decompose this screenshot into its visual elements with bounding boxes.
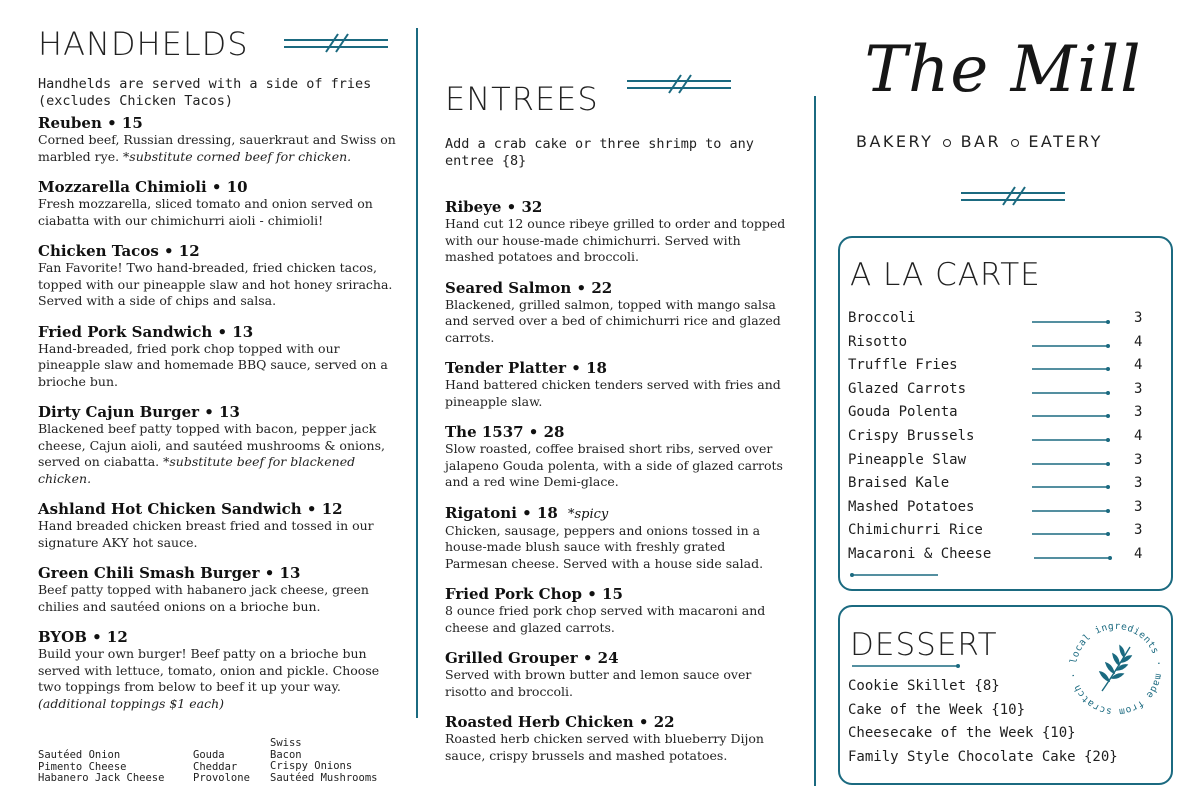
a-la-carte-item bbox=[848, 522, 1148, 545]
item-description: Corned beef, Russian dressing, sauerkraut and Swiss on marbled rye. *substitute corned beef for chicken. bbox=[38, 132, 396, 164]
tagline-bakery: BAKERY bbox=[856, 132, 934, 151]
leader-line-icon bbox=[1034, 553, 1116, 563]
menu-item bbox=[445, 650, 790, 700]
item-description: Fresh mozzarella, sliced tomato and onion served on ciabatta with our chimichurri aioli - chimioli! bbox=[38, 196, 373, 228]
item-price: 4 bbox=[1134, 428, 1143, 444]
item-description: Hand breaded chicken breast fried and tossed in our signature AKY hot sauce. bbox=[38, 518, 374, 550]
item-name: Chimichurri Rice bbox=[848, 522, 983, 539]
item-title: Fried Pork Sandwich • 13 bbox=[38, 322, 254, 341]
item-price: 4 bbox=[1134, 357, 1143, 374]
dessert-panel bbox=[838, 605, 1173, 785]
item-description: Chicken, sausage, peppers and onions tossed in a house-made blush sauce with freshly grated Parmesan cheese. Served with a house side salad. bbox=[445, 522, 764, 571]
svg-text:local ingredients · made from: local ingredients · made from scratch · bbox=[1068, 620, 1165, 718]
menu-item bbox=[445, 199, 790, 266]
a-la-carte-list bbox=[848, 310, 1158, 570]
item-name: Glazed Carrots bbox=[848, 380, 967, 397]
entrees-list bbox=[445, 199, 790, 778]
item-description: Hand cut 12 ounce ribeye grilled to order and topped with our house-made chimichurri. Served with mashed potatoes and broccoli. bbox=[445, 216, 786, 264]
circle-bullet-icon bbox=[943, 139, 951, 147]
toppings-column-3 bbox=[270, 738, 377, 784]
item-description: Build your own burger! Beef patty on a brioche bun served with lettuce, tomato, onion and pickle. Choose two toppings from below to beef it up your way. (additional toppings $1 each) bbox=[38, 646, 380, 711]
item-note: (additional toppings $1 each) bbox=[38, 695, 224, 711]
item-name: Broccoli bbox=[848, 310, 916, 326]
circle-bullet-icon bbox=[1011, 139, 1019, 147]
leader-line-icon bbox=[1032, 529, 1114, 539]
menu-item bbox=[38, 629, 398, 712]
topping-option: Sautéed Onion bbox=[38, 749, 121, 761]
item-description: Hand battered chicken tenders served with fries and pineapple slaw. bbox=[445, 377, 781, 409]
item-note: *substitute beef for blackened chicken. bbox=[38, 454, 356, 486]
menu-item bbox=[445, 714, 790, 764]
item-title: Tender Platter • 18 bbox=[445, 359, 607, 377]
a-la-carte-item bbox=[848, 334, 1148, 357]
dessert-item: Cookie Skillet {8} bbox=[848, 678, 1000, 694]
item-description: Blackened, grilled salmon, topped with mango salsa and served over a bed of chimichurri rice and glazed carrots. bbox=[445, 296, 781, 345]
topping-option: Cheddar bbox=[193, 760, 238, 773]
column-divider-left bbox=[416, 28, 418, 718]
menu-item bbox=[445, 586, 790, 636]
item-name: Crispy Brussels bbox=[848, 428, 975, 444]
item-description: Hand-breaded, fried pork chop topped with our pineapple slaw and homemade BBQ sauce, served on a brioche bun. bbox=[38, 340, 388, 389]
entrees-intro: Add a crab cake or three shrimp to any entree {8} bbox=[445, 136, 754, 169]
a-la-carte-item bbox=[848, 357, 1148, 380]
a-la-carte-item bbox=[848, 404, 1148, 427]
a-la-carte-item bbox=[848, 499, 1148, 522]
toppings-grid bbox=[38, 737, 408, 787]
item-name: Braised Kale bbox=[848, 475, 950, 492]
brand-name: The Mill bbox=[864, 33, 1142, 107]
topping-option: Crispy Onions bbox=[270, 760, 353, 772]
a-la-carte-item bbox=[848, 310, 1148, 333]
item-title: Ribeye • 32 bbox=[445, 198, 543, 216]
item-price: 3 bbox=[1134, 475, 1143, 492]
tagline-eatery: EATERY bbox=[1028, 132, 1103, 151]
item-title: Dirty Cajun Burger • 13 bbox=[38, 403, 240, 421]
item-description: Beef patty topped with habanero jack cheese, green chilies and sautéed onions on a brioche bun. bbox=[38, 582, 369, 614]
item-price: 3 bbox=[1134, 451, 1143, 468]
local-ingredients-stamp-icon bbox=[1062, 615, 1170, 723]
menu-item bbox=[38, 115, 398, 165]
item-name: Pineapple Slaw bbox=[848, 451, 967, 468]
a-la-carte-item bbox=[848, 381, 1148, 404]
toppings-column-2 bbox=[193, 750, 250, 785]
item-price: 4 bbox=[1134, 546, 1143, 562]
menu-item bbox=[38, 565, 398, 615]
rosemary-sprig-icon bbox=[1100, 646, 1131, 691]
topping-option: Gouda bbox=[193, 749, 225, 761]
dessert-item: Family Style Chocolate Cake {20} bbox=[848, 748, 1118, 765]
leader-line-icon bbox=[1032, 317, 1114, 327]
line-ornament-icon bbox=[848, 570, 943, 580]
menu-item bbox=[38, 179, 398, 229]
topping-option: Habanero Jack Cheese bbox=[38, 772, 165, 784]
topping-option: Swiss bbox=[270, 737, 302, 749]
item-price: 3 bbox=[1134, 310, 1143, 326]
item-title: BYOB • 12 bbox=[38, 628, 128, 646]
line-ornament-icon bbox=[848, 661, 963, 671]
divider-ornament-icon bbox=[282, 32, 390, 54]
menu-item bbox=[38, 243, 398, 310]
item-description: Fan Favorite! Two hand-breaded, fried chicken tacos, topped with our pineapple slaw and hot honey sriracha. Served with a side of chips and salsa. bbox=[38, 260, 393, 308]
handhelds-intro: Handhelds are served with a side of fries (excludes Chicken Tacos) bbox=[38, 76, 372, 109]
item-title: Rigatoni • 18 *spicy bbox=[445, 503, 609, 522]
spicy-note: *spicy bbox=[563, 506, 609, 522]
dessert-item: Cake of the Week {10} bbox=[848, 701, 1026, 718]
a-la-carte-item bbox=[848, 546, 1148, 569]
item-price: 3 bbox=[1134, 380, 1143, 397]
item-title: Chicken Tacos • 12 bbox=[38, 242, 200, 260]
a-la-carte-item bbox=[848, 475, 1148, 498]
item-name: Mashed Potatoes bbox=[848, 498, 975, 515]
column-divider-right bbox=[814, 96, 816, 786]
a-la-carte-panel bbox=[838, 236, 1173, 591]
item-title: The 1537 • 28 bbox=[445, 423, 565, 441]
menu-item bbox=[445, 424, 790, 491]
leader-line-icon bbox=[1032, 364, 1114, 374]
item-title: Mozzarella Chimioli • 10 bbox=[38, 178, 248, 196]
leader-line-icon bbox=[1032, 341, 1114, 351]
topping-option: Bacon bbox=[270, 748, 302, 761]
menu-item bbox=[38, 324, 398, 391]
leader-line-icon bbox=[1032, 411, 1114, 421]
tagline-bar: BAR bbox=[960, 132, 1002, 151]
a-la-carte-title: A LA CARTE bbox=[850, 257, 1041, 293]
topping-option: Pimento Cheese bbox=[38, 760, 127, 773]
handhelds-title: HANDHELDS bbox=[38, 25, 249, 63]
leader-line-icon bbox=[1032, 459, 1114, 469]
menu-item bbox=[445, 505, 790, 573]
item-name: Gouda Polenta bbox=[848, 404, 958, 421]
leader-line-icon bbox=[1032, 482, 1114, 492]
menu-item bbox=[38, 501, 398, 551]
toppings-column-1 bbox=[38, 750, 164, 785]
menu-item bbox=[38, 404, 398, 487]
item-title: Reuben • 15 bbox=[38, 114, 143, 132]
menu-item bbox=[445, 280, 790, 347]
menu-item bbox=[445, 360, 790, 410]
item-description: Served with brown butter and lemon sauce over risotto and broccoli. bbox=[445, 667, 752, 699]
a-la-carte-item bbox=[848, 428, 1148, 451]
topping-option: Provolone bbox=[193, 772, 250, 784]
item-price: 3 bbox=[1134, 404, 1143, 421]
item-title: Roasted Herb Chicken • 22 bbox=[445, 713, 675, 731]
leader-line-icon bbox=[1032, 388, 1114, 398]
item-note: *substitute corned beef for chicken. bbox=[123, 148, 352, 164]
item-name: Macaroni & Cheese bbox=[848, 546, 992, 562]
item-name: Truffle Fries bbox=[848, 357, 958, 374]
leader-line-icon bbox=[1032, 506, 1114, 516]
a-la-carte-item bbox=[848, 452, 1148, 475]
item-description: Roasted herb chicken served with blueberry Dijon sauce, crispy brussels and mashed potatoes. bbox=[445, 731, 764, 763]
item-description: Blackened beef patty topped with bacon, pepper jack cheese, Cajun aioli, and sautéed mushrooms & onions, served on ciabatta. *substitute beef for blackened chicken. bbox=[38, 421, 385, 486]
item-title: Green Chili Smash Burger • 13 bbox=[38, 564, 301, 582]
dessert-title: DESSERT bbox=[850, 627, 998, 663]
item-title: Ashland Hot Chicken Sandwich • 12 bbox=[38, 500, 343, 518]
item-description: Slow roasted, coffee braised short ribs, served over jalapeno Gouda polenta, with a side of glazed carrots and a red wine Demi-glace. bbox=[445, 441, 783, 489]
item-title: Grilled Grouper • 24 bbox=[445, 649, 619, 667]
topping-option: Sautéed Mushrooms bbox=[270, 771, 378, 784]
brand-logo bbox=[838, 22, 1168, 122]
brand-tagline bbox=[856, 132, 1156, 151]
handhelds-list bbox=[38, 115, 398, 726]
item-title: Fried Pork Chop • 15 bbox=[445, 585, 623, 603]
item-description: 8 ounce fried pork chop served with macaroni and cheese and glazed carrots. bbox=[445, 603, 766, 635]
item-title: Seared Salmon • 22 bbox=[445, 278, 613, 297]
item-name: Risotto bbox=[848, 333, 908, 350]
item-price: 3 bbox=[1134, 498, 1143, 515]
entrees-title: ENTREES bbox=[445, 80, 599, 118]
item-price: 3 bbox=[1134, 522, 1143, 539]
dessert-item: Cheesecake of the Week {10} bbox=[848, 725, 1076, 741]
divider-ornament-icon bbox=[959, 185, 1067, 207]
leader-line-icon bbox=[1032, 435, 1114, 445]
divider-ornament-icon bbox=[625, 73, 733, 95]
item-price: 4 bbox=[1134, 333, 1143, 350]
